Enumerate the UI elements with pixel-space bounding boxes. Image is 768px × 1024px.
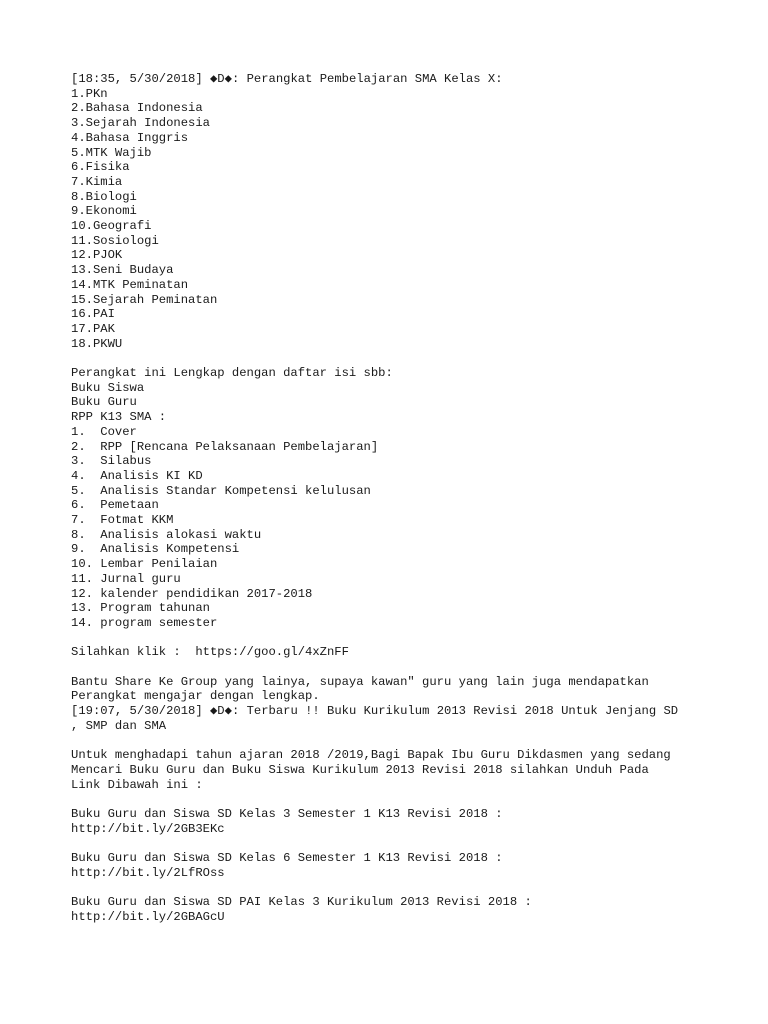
rpp-item: 4. Analisis KI KD	[71, 468, 203, 483]
rpp-item: 6. Pemetaan	[71, 498, 159, 513]
subject-item: 8.Biologi	[71, 189, 137, 204]
book-link-url[interactable]: http://bit.ly/2GBAGcU	[71, 909, 225, 924]
subject-item: 5.MTK Wajib	[71, 145, 152, 160]
subject-item: 17.PAK	[71, 321, 115, 336]
rpp-item: 14. program semester	[71, 616, 218, 630]
subject-item: 6.Fisika	[71, 160, 130, 175]
share-text: Bantu Share Ke Group yang lainya, supaya kawan" guru yang lain juga mendapatkan	[71, 674, 649, 689]
rpp-item: 10. Lembar Penilaian	[71, 557, 218, 572]
subject-item: 9.Ekonomi	[71, 204, 137, 219]
rpp-item: 5. Analisis Standar Kompetensi kelulusan	[71, 483, 371, 498]
rpp-item: 8. Analisis alokasi waktu	[71, 527, 262, 542]
subject-item: 11.Sosiologi	[71, 233, 159, 248]
subject-item: 18.PKWU	[71, 336, 123, 351]
subject-item: 3.Sejarah Indonesia	[71, 116, 210, 131]
book-link-url[interactable]: http://bit.ly/2GB3EKc	[71, 821, 225, 836]
rpp-item: 3. Silabus	[71, 454, 152, 469]
intro-text: Untuk menghadapi tahun ajaran 2018 /2019,Bagi Bapak Ibu Guru Dikdasmen yang sedang	[71, 748, 671, 763]
spacer	[71, 631, 741, 646]
book-link-title: Buku Guru dan Siswa SD Kelas 3 Semester 1 K13 Revisi 2018 :	[71, 807, 503, 822]
subject-item: 13.Seni Budaya	[71, 263, 174, 278]
spacer	[71, 792, 741, 807]
spacer	[71, 836, 741, 851]
subject-list	[71, 87, 741, 352]
rpp-item: 1. Cover	[71, 424, 137, 439]
book-link-title: Buku Guru dan Siswa SD PAI Kelas 3 Kurikulum 2013 Revisi 2018 :	[71, 895, 532, 910]
spacer	[71, 734, 741, 749]
book-guru: Buku Guru	[71, 395, 137, 410]
rpp-list	[71, 425, 741, 631]
rpp-heading: RPP K13 SMA :	[71, 410, 167, 425]
click-link-line[interactable]: Silahkan klik : https://goo.gl/4xZnFF	[71, 645, 349, 660]
subject-item: 2.Bahasa Indonesia	[71, 101, 203, 116]
document-body	[71, 72, 741, 925]
subject-item: 4.Bahasa Inggris	[71, 130, 189, 145]
contents-intro: Perangkat ini Lengkap dengan daftar isi sbb:	[71, 366, 393, 381]
book-link-title: Buku Guru dan Siswa SD Kelas 6 Semester 1 K13 Revisi 2018 :	[71, 851, 503, 866]
rpp-item: 13. Program tahunan	[71, 601, 210, 616]
spacer	[71, 660, 741, 675]
rpp-item: 9. Analisis Kompetensi	[71, 542, 240, 557]
book-link-url[interactable]: http://bit.ly/2LfROss	[71, 865, 225, 880]
message-header: [18:35, 5/30/2018] ◆D◆: Perangkat Pembelajaran SMA Kelas X:	[71, 72, 503, 86]
intro-text: Mencari Buku Guru dan Buku Siswa Kurikulum 2013 Revisi 2018 silahkan Unduh Pada	[71, 762, 649, 777]
book-siswa: Buku Siswa	[71, 380, 145, 395]
subject-item: 10.Geografi	[71, 219, 152, 234]
rpp-item: 12. kalender pendidikan 2017-2018	[71, 586, 313, 601]
rpp-item: 11. Jurnal guru	[71, 571, 181, 586]
rpp-item: 2. RPP [Rencana Pelaksanaan Pembelajaran]	[71, 439, 379, 454]
message-header: [19:07, 5/30/2018] ◆D◆: Terbaru !! Buku Kurikulum 2013 Revisi 2018 Untuk Jenjang SD	[71, 704, 679, 719]
rpp-item: 7. Fotmat KKM	[71, 513, 174, 528]
subject-item: 1.PKn	[71, 86, 108, 101]
spacer	[71, 881, 741, 896]
message-header-continued: , SMP dan SMA	[71, 718, 167, 733]
subject-item: 15.Sejarah Peminatan	[71, 292, 218, 307]
intro-text: Link Dibawah ini :	[71, 777, 203, 792]
subject-item: 12.PJOK	[71, 248, 123, 263]
share-text: Perangkat mengajar dengan lengkap.	[71, 689, 320, 704]
subject-item: 16.PAI	[71, 307, 115, 322]
subject-item: 7.Kimia	[71, 174, 123, 189]
subject-item: 14.MTK Peminatan	[71, 277, 189, 292]
spacer	[71, 351, 741, 366]
